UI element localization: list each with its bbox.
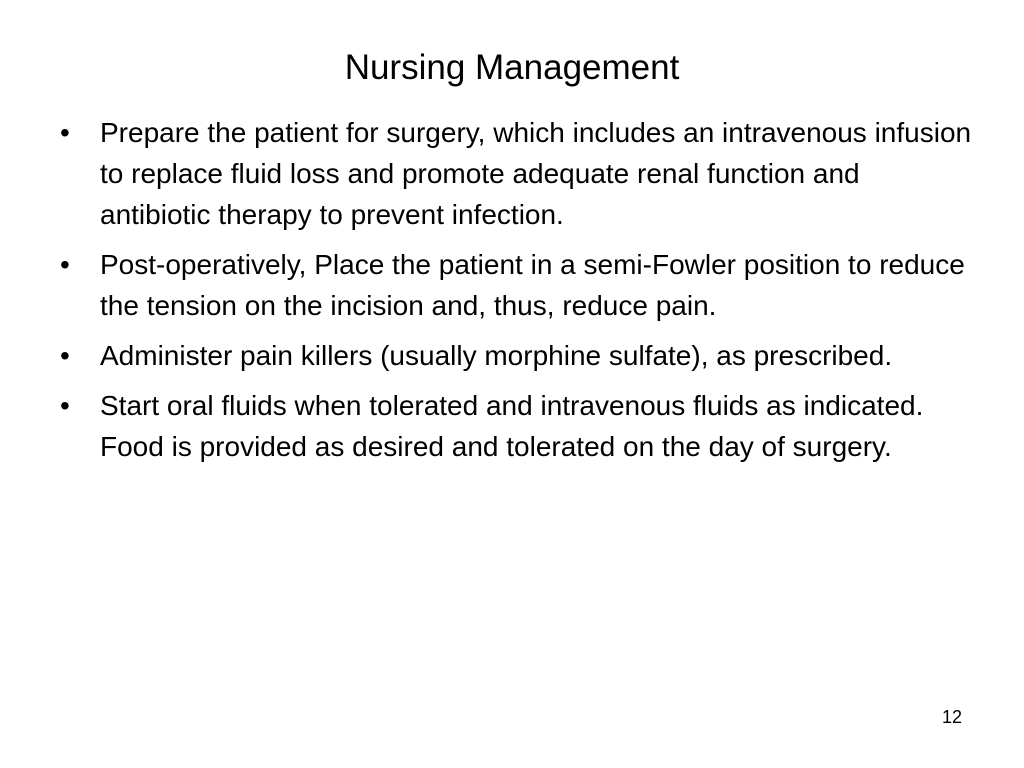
bullet-text: Start oral fluids when tolerated and intravenous fluids as indicated. Food is provided as desired and tolerated on the day of surgery. [100,390,924,462]
slide-title: Nursing Management [344,48,680,87]
bullet-icon: • [60,117,70,148]
bullet-icon: • [60,340,70,371]
bullet-item [60,385,972,467]
bullet-item [60,244,972,326]
bullet-text: Post-operatively, Place the patient in a semi-Fowler position to reduce the tension on the incision and, thus, reduce pain. [100,249,965,321]
bullet-icon: • [60,390,70,421]
bullet-list [60,112,972,476]
bullet-item [60,335,972,376]
bullet-item [60,112,972,235]
bullet-text: Prepare the patient for surgery, which includes an intravenous infusion to replace fluid loss and promote adequate renal function and antibiotic therapy to prevent infection. [100,117,972,230]
bullet-text: Administer pain killers (usually morphine sulfate), as prescribed. [100,340,893,371]
page-number: 12 [941,707,962,727]
bullet-icon: • [60,249,70,280]
